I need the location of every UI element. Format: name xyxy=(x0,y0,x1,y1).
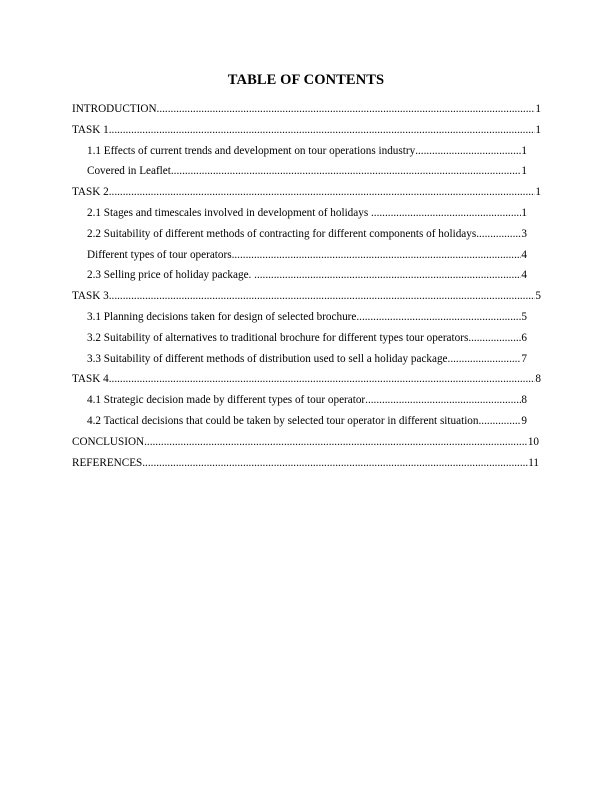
toc-entry-2-1[interactable] xyxy=(87,203,527,224)
toc-entry-conclusion[interactable] xyxy=(72,432,539,453)
toc-entry-covered-in-leaflet[interactable] xyxy=(87,161,527,182)
toc-page-number: 9 xyxy=(521,414,527,427)
dot-leader xyxy=(142,453,528,474)
toc-entry-4-2[interactable] xyxy=(87,411,527,432)
toc-entry-3-2[interactable] xyxy=(87,328,527,349)
toc-page-number: 7 xyxy=(521,352,527,365)
toc-entry-2-2[interactable] xyxy=(87,224,527,245)
toc-entry-label: 3.2 Suitability of alternatives to traditional brochure for different types tour operators xyxy=(87,331,469,344)
toc-entry-2-3[interactable] xyxy=(87,265,527,286)
toc-page-number: 5 xyxy=(535,290,541,303)
toc-page-number: 5 xyxy=(521,310,527,323)
toc-entry-label: 2.1 Stages and timescales involved in development of holidays xyxy=(87,206,371,219)
toc-page-number: 10 xyxy=(527,435,539,448)
toc-entry-task-4[interactable] xyxy=(72,369,541,390)
toc-entry-label: INTRODUCTION xyxy=(72,103,157,115)
dot-leader xyxy=(365,390,521,411)
toc-entry-1-1[interactable] xyxy=(87,141,527,162)
toc-entry-label: TASK 2 xyxy=(72,186,109,199)
toc-entry-label: 3.1 Planning decisions taken for design of selected brochure xyxy=(87,310,357,323)
toc-entry-label: 2.3 Selling price of holiday package. xyxy=(87,269,255,282)
toc-page-number: 8 xyxy=(521,394,527,407)
toc-page-number: 1 xyxy=(521,165,527,178)
dot-leader xyxy=(356,307,521,328)
toc-entry-task-3[interactable] xyxy=(72,286,541,307)
toc-entry-label: CONCLUSION xyxy=(72,435,145,448)
toc-entry-label: TASK 4 xyxy=(72,373,109,386)
dot-leader xyxy=(109,286,536,307)
toc-entry-label: 4.2 Tactical decisions that could be taken by selected tour operator in different situation xyxy=(87,414,479,427)
toc-title: TABLE OF CONTENTS xyxy=(227,72,385,88)
toc-page-number: 1 xyxy=(521,144,527,157)
toc-page-number: 6 xyxy=(521,331,527,344)
toc-page-number: 4 xyxy=(521,248,527,261)
dot-leader xyxy=(109,369,536,390)
dot-leader xyxy=(479,411,522,432)
dot-leader xyxy=(157,99,536,120)
toc-entry-introduction[interactable] xyxy=(72,99,541,120)
toc-entry-label: 3.3 Suitability of different methods of distribution used to sell a holiday package xyxy=(87,352,448,365)
toc-entry-label: Covered in Leaflet xyxy=(87,165,171,178)
toc-entry-task-2[interactable] xyxy=(72,182,541,203)
dot-leader xyxy=(171,161,522,182)
dot-leader xyxy=(144,432,528,453)
dot-leader xyxy=(448,349,522,370)
toc-list xyxy=(72,99,542,473)
dot-leader xyxy=(232,245,522,266)
toc-entry-label: TASK 1 xyxy=(72,123,109,136)
toc-entry-4-1[interactable] xyxy=(87,390,527,411)
toc-entry-3-1[interactable] xyxy=(87,307,527,328)
toc-page-number: 3 xyxy=(521,227,527,240)
dot-leader xyxy=(371,203,521,224)
dot-leader xyxy=(476,224,521,245)
toc-entry-3-3[interactable] xyxy=(87,349,527,370)
dot-leader xyxy=(415,141,521,162)
toc-entry-label: 4.1 Strategic decision made by different types of tour operator xyxy=(87,394,366,407)
dot-leader xyxy=(109,120,536,141)
toc-page-number: 4 xyxy=(521,269,527,282)
toc-entry-task-1[interactable] xyxy=(72,120,541,141)
dot-leader xyxy=(109,182,536,203)
toc-entry-label: Different types of tour operators xyxy=(87,248,232,261)
toc-entry-label: TASK 3 xyxy=(72,290,109,303)
toc-entry-label: 2.2 Suitability of different methods of contracting for different components of holidays xyxy=(87,227,477,240)
toc-page-number: 1 xyxy=(521,206,527,219)
toc-page-number: 1 xyxy=(535,186,541,199)
toc-page-number: 1 xyxy=(535,123,541,136)
dot-leader xyxy=(254,265,521,286)
toc-entry-types-of-tour-operators[interactable] xyxy=(87,245,527,266)
toc-entry-label: REFERENCES xyxy=(72,456,143,469)
toc-entry-references[interactable] xyxy=(72,453,539,474)
dot-leader xyxy=(468,328,521,349)
toc-page-number: 11 xyxy=(528,456,539,469)
toc-entry-label: 1.1 Effects of current trends and development on tour operations industry xyxy=(87,144,416,157)
toc-page-number: 8 xyxy=(535,373,541,386)
toc-page-number: 1 xyxy=(535,103,541,115)
